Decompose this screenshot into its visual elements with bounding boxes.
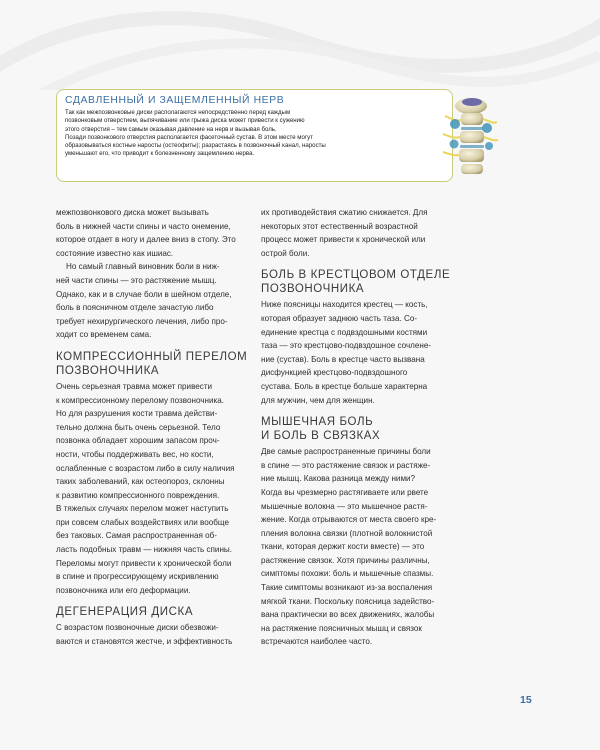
text-line: Но самый главный виновник боли в ниж-	[66, 262, 220, 272]
compression-fracture-paragraph-2	[56, 502, 254, 597]
callout-line: Позади позвонкового отверстия располагается фасеточный сустав. В этом месте могут	[65, 133, 313, 141]
compression-fracture-paragraph	[56, 380, 254, 502]
heading-line: ПОЗВОНОЧНИКА	[56, 364, 160, 377]
text-line: ваются и становятся жестче, и эффективность	[56, 637, 233, 647]
text-line: Однако, как и в случае боли в шейном отделе,	[56, 289, 232, 299]
text-line: встречаются наиболее часто.	[261, 637, 373, 647]
text-line: дисфункцией крестцово-подвздошного	[261, 368, 408, 378]
text-line: процесс может привести к хронической или	[261, 235, 426, 245]
text-line: ходит со временем сама.	[56, 330, 152, 340]
text-line: жение. Когда отрываются от места своего кре-	[261, 515, 437, 525]
text-line: растяжение связок. Хотя причины различны,	[261, 555, 430, 565]
right-intro-paragraph	[261, 206, 459, 260]
text-line: Переломы могут привести к хронической боли	[56, 558, 232, 568]
muscle-ligament-paragraph	[261, 445, 459, 649]
heading-line: ПОЗВОНОЧНИКА	[261, 283, 365, 296]
text-line: их противодействия сжатию снижается. Для	[261, 208, 428, 217]
text-line: ней части спины — это растяжение мышц.	[56, 275, 217, 285]
text-line: требует нехирургического лечения, либо про-	[56, 316, 228, 326]
text-line: Очень серьезная травма может привести	[56, 381, 213, 391]
text-line: при совсем слабых воздействиях или вообще	[56, 517, 229, 527]
background-swirl-decoration	[0, 0, 600, 90]
heading-compression-fracture	[56, 350, 254, 378]
text-line: состояние известно как ишиас.	[56, 248, 174, 258]
text-line: ние (сустав). Боль в крестце часто вызвана	[261, 354, 425, 364]
heading-sacral-pain	[261, 268, 459, 296]
sacral-pain-paragraph	[261, 298, 459, 407]
text-line: тельно должна быть очень серьезной. Тело	[56, 422, 221, 432]
heading-line: БОЛЬ В КРЕСТЦОВОМ ОТДЕЛЕ	[261, 269, 451, 282]
text-line: в спине — это растяжение связок и растяже-	[261, 460, 431, 470]
callout-line: этого отверстия – тем самым оказывая давление на нерв и вызывая боль.	[65, 125, 277, 133]
text-line: боль в нижней части спины и часто онемение,	[56, 221, 231, 231]
left-second-paragraph	[56, 260, 254, 342]
callout-line: образовываться костные наросты (остеофиты); разрастаясь в позвоночный канал, наросты	[65, 142, 326, 150]
text-line: в спине и прогрессирующему искривлению	[56, 572, 219, 582]
callout-title: СДАВЛЕННЫЙ И ЗАЩЕМЛЕННЫЙ НЕРВ	[65, 95, 285, 106]
text-line: боль в поясничном отделе зачастую либо	[56, 303, 214, 313]
heading-disc-degeneration	[56, 605, 254, 619]
text-line: на растяжение поясничных мышц и связок	[261, 623, 422, 633]
text-line: Ниже поясницы находится крестец — кость,	[261, 300, 428, 310]
text-line: С возрастом позвоночные диски обезвожи-	[56, 623, 219, 633]
text-line: которая образует заднюю часть таза. Со-	[261, 313, 418, 323]
text-line: сустава. Боль в крестце больше характерна	[261, 381, 428, 391]
heading-line: МЫШЕЧНАЯ БОЛЬ	[261, 416, 374, 429]
text-line: Две самые распространенные причины боли	[261, 447, 431, 457]
text-line: пления волокна связки (плотной волокнистой	[261, 528, 433, 538]
callout-line: Так как межпозвонковые диски располагаются непосредственно перед каждым	[65, 109, 291, 116]
heading-muscle-ligament-pain	[261, 415, 459, 443]
text-line: таких заболеваний, как остеопороз, склонны	[56, 477, 225, 487]
text-line: вана практически во всех движениях, жалобы	[261, 610, 435, 620]
callout-box	[56, 89, 453, 182]
page-number: 15	[520, 694, 532, 706]
text-line: таза — это крестцово-подвздошное сочлене-	[261, 341, 432, 351]
heading-line: И БОЛЬ В СВЯЗКАХ	[261, 430, 381, 443]
text-line: к развитию компрессионного повреждения.	[56, 490, 220, 500]
text-line: некоторых этот естественный возрастной	[261, 221, 418, 231]
text-line: к компрессионному перелому позвоночника.	[56, 395, 224, 405]
text-line: острой боли.	[261, 248, 310, 258]
left-column	[56, 206, 254, 649]
text-line: В тяжелых случаях перелом может наступить	[56, 504, 229, 514]
right-column	[261, 206, 459, 649]
text-line: ности, чтобы поддерживать вес, но кости,	[56, 449, 214, 459]
left-intro-paragraph	[56, 206, 254, 260]
heading-line: КОМПРЕССИОННЫЙ ПЕРЕЛОМ	[56, 350, 248, 363]
disc-degeneration-paragraph	[56, 621, 254, 648]
text-line: единение крестца с подвздошными костями	[261, 327, 428, 337]
callout-text	[65, 109, 381, 159]
spine-illustration	[437, 94, 501, 180]
text-line: мягкой ткани. Поскольку поясница задейство-	[261, 596, 435, 606]
text-line: ние мышц. Какова разница между ними?	[261, 474, 416, 484]
text-line: ткани, которая держит кости вместе) — это	[261, 542, 425, 552]
text-line: Такие симптомы возникают из-за воспаления	[261, 583, 433, 593]
text-line: которое отдает в ногу и далее вниз в стопу. Это	[56, 235, 236, 245]
text-line: ласть подобных травм — нижняя часть спины.	[56, 545, 232, 555]
text-line: ослабленные с возрастом либо в силу наличия	[56, 463, 235, 473]
text-line: симптомы похожи: боль и мышечные спазмы.	[261, 569, 434, 579]
text-line: позвоночника или его деформации.	[56, 585, 191, 595]
callout-line: уменьшают его, что приводит к болезненному защемлению нерва.	[65, 150, 255, 158]
text-line: мышечные волокна — это мышечное растя-	[261, 501, 428, 511]
text-line: межпозвонкового диска может вызывать	[56, 208, 209, 217]
text-line: Когда вы чрезмерно растягиваете или рвете	[261, 487, 429, 497]
callout-line: позвонковым отверстием, выпячивание или грыжа диска может привести к сужению	[65, 117, 305, 125]
text-line: без таковых. Самая распространенная об-	[56, 531, 217, 541]
text-line: позвонка обладает хорошим запасом проч-	[56, 436, 220, 446]
text-line: Но для разрушения кости травма действи-	[56, 409, 218, 419]
text-line: для мужчин, чем для женщин.	[261, 395, 375, 405]
heading-line: ДЕГЕНЕРАЦИЯ ДИСКА	[56, 606, 194, 619]
